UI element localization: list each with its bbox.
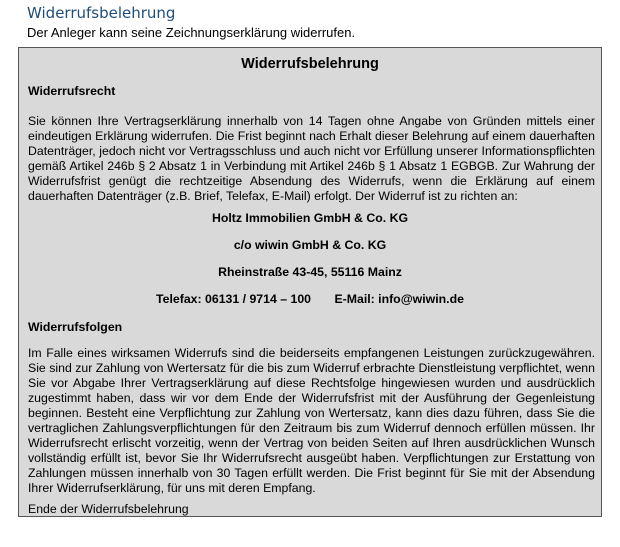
notice-end: Ende der Widerrufsbelehrung (28, 502, 189, 516)
address-company: Holtz Immobilien GmbH & Co. KG (211, 211, 409, 225)
address-care-of: c/o wiwin GmbH & Co. KG (233, 238, 387, 252)
consequences-heading: Widerrufsfolgen (28, 320, 123, 334)
right-of-withdrawal-text: Sie können Ihre Vertragserklärung innerhalb von 14 Tagen ohne Angabe von Gründen mittels einer eindeutigen Erklärung widerrufen. Die Frist beginnt nach Erhalt dieser Belehrung auf einem dauerhaften Datenträger, jedoch nicht vor Vertragsschluss und auch nicht vor Erfüllung unserer Informationspflichten gemäß Artikel 246b § 2 Absatz 1 in Verbindung mit Artikel 246b § 1 Absatz 1 EGBGB. Zur Wahrung der Widerrufsfrist genügt die rechtzeitige Absendung des Widerrufs, wenn die Erklärung auf einem dauerhaften Datenträger (z.B. Brief, Telefax, E-Mail) erfolgt. Der Widerruf ist zu richten an: (28, 114, 595, 203)
section-heading: Widerrufsbelehrung (27, 4, 176, 22)
notice-title: Widerrufsbelehrung (241, 56, 379, 72)
right-of-withdrawal-heading: Widerrufsrecht (28, 84, 116, 98)
contact-line (19, 292, 601, 306)
intro-text: Der Anleger kann seine Zeichnungserklärung widerrufen. (27, 25, 356, 40)
address-street: Rheinstraße 43-45, 55116 Mainz (218, 265, 402, 279)
withdrawal-notice-box (18, 47, 602, 517)
consequences-text: Im Falle eines wirksamen Widerrufs sind die beiderseits empfangenen Leistungen zurückzugewähren. Sie sind zur Zahlung von Wertersatz für die bis zum Widerruf erbrachte Dienstleistung verpflichtet, wenn Sie vor Abgabe Ihrer Vertragserklärung auf diese Rechtsfolge hingewiesen wurden und ausdrücklich zugestimmt haben, dass wir vor dem Ende der Widerrufsfrist mit der Ausführung der Gegenleistung beginnen. Besteht eine Verpflichtung zur Zahlung von Wertersatz, kann dies dazu führen, dass Sie die vertraglichen Zahlungsverpflichtungen für den Zeitraum bis zum Widerruf dennoch erfüllen müssen. Ihr Widerrufsrecht erlischt vorzeitig, wenn der Vertrag von beiden Seiten auf Ihren ausdrücklichen Wunsch vollständig erfüllt ist, bevor Sie Ihr Widerrufsrecht ausgeübt haben. Verpflichtungen zur Erstattung von Zahlungen müssen innerhalb von 30 Tagen erfüllt werden. Die Frist beginnt für Sie mit der Absendung Ihrer Widerrufserklärung, für uns mit deren Empfang. (28, 346, 595, 495)
fax-number: Telefax: 06131 / 9714 – 100 (156, 292, 312, 306)
email-address: E-Mail: info@wiwin.de (334, 292, 464, 306)
